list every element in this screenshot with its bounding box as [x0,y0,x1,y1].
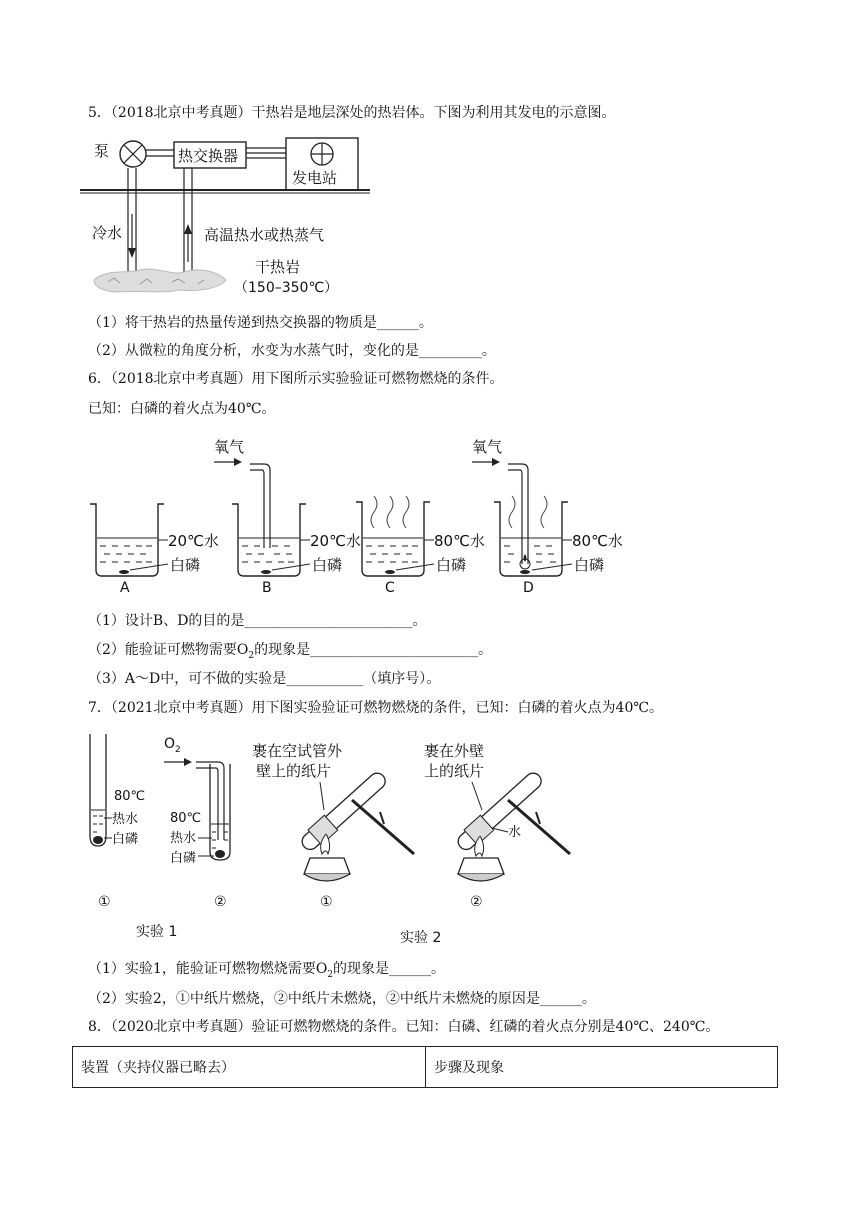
label-a: A [120,580,130,596]
q6-diagram [84,436,624,602]
exp2-apparatus-2 [424,742,570,910]
q5-sub1: （1）将干热岩的热量传递到热交换器的物质是______。 [88,315,433,331]
test-tube-2 [164,736,230,910]
q5-sub2: （2）从微粒的角度分析，水变为水蒸气时，变化的是_________。 [88,343,496,359]
hot-dry-rock-shape [94,269,226,292]
paper-empty-label-2: 壁上的纸片 [256,762,332,780]
tube2-water-label: 热水 [170,831,197,846]
paper-empty-label-1: 裹在空试管外 [252,742,343,760]
flame-icon [524,554,527,562]
beaker-d-oxygen-label: 氧气 [472,438,503,456]
alcohol-lamp-icon [458,874,504,881]
q6-sub2: （2）能验证可燃物需要$O_2$的现象是________________________。 [88,642,493,661]
beaker-b-phosphorus-label: 白磷 [312,556,343,574]
hot-water-label: 高温热水或热蒸气 [204,226,325,244]
exchanger-label: 热交换器 [178,147,239,165]
q8-title: 8．（2020北京中考真题）验证可燃物燃烧的条件。已知：白磷、红磷的着火点分别是40℃、240℃。 [88,1019,720,1035]
q7-sub1: （1）实验1，能验证可燃物燃烧需要$O_2$的现象是______。 [88,961,446,980]
station-label: 发电站 [292,169,338,187]
exp2-number-1: ① [320,894,333,910]
tube1-number: ① [98,894,111,910]
q6-sub3: （3）A～D中，可不做的实验是___________（填序号）。 [88,671,441,687]
test-tube-1 [90,734,145,910]
tube2-phosphorus-label: 白磷 [170,851,197,866]
table-header-steps: 步骤及现象 [426,1047,778,1088]
rock-label: 干热岩 [255,258,301,276]
up-arrow-icon [184,224,192,234]
tube1-water-label: 热水 [112,812,139,827]
beaker-d-water-label: 80℃水 [572,532,623,550]
beaker-b-water-label: 20℃水 [310,532,361,550]
tube2-temp-label: 80℃ [170,811,202,826]
q7-sub2: （2）实验2，①中纸片燃烧，②中纸片未燃烧，②中纸片未燃烧的原因是______。 [88,991,596,1007]
q8-table [72,1046,778,1088]
label-d: D [523,580,534,596]
q5-title: 5．（2018北京中考真题）干热岩是地层深处的热岩体。下图为利用其发电的示意图。 [88,105,616,121]
exp2-apparatus-1 [252,742,414,910]
beaker-a-water-label: 20℃水 [168,532,219,550]
tube2-number: ② [214,894,227,910]
beaker-c [356,496,485,596]
q6-known: 已知：白磷的着火点为40℃。 [88,401,276,417]
q7-diagram [84,728,604,950]
beaker-b-oxygen-label: 氧气 [214,438,245,456]
paper-wall-label-2: 上的纸片 [424,762,485,780]
beaker-b [214,438,361,596]
rock-temp-label: （150–350℃） [234,280,339,296]
beaker-d [472,438,623,596]
pump-label: 泵 [94,142,110,160]
label-b: B [262,580,272,596]
alcohol-lamp-icon [304,874,350,881]
o2-label: $O_2$ [164,736,181,755]
cold-water-label: 冷水 [92,224,123,242]
q5-diagram [80,134,380,300]
beaker-a [90,504,219,596]
beaker-d-phosphorus-label: 白磷 [574,556,605,574]
down-arrow-icon [128,248,136,258]
exp1-label: 实验 1 [136,924,178,940]
oxygen-arrow-icon [234,458,242,466]
exp2-number-2: ② [470,894,483,910]
q7-title: 7．（2021北京中考真题）用下图实验验证可燃物燃烧的条件，已知：白磷的着火点为40℃。 [88,700,664,716]
q6-sub1: （1）设计B、D的目的是________________________。 [88,613,427,629]
beaker-c-water-label: 80℃水 [434,532,485,550]
paper-wall-label-1: 裹在外壁 [424,742,485,760]
table-header-apparatus: 装置（夹持仪器已略去） [73,1047,426,1088]
label-c: C [385,580,395,596]
q6-title: 6．（2018北京中考真题）用下图所示实验验证可燃物燃烧的条件。 [88,371,504,387]
beaker-c-phosphorus-label: 白磷 [436,556,467,574]
o2-arrow-icon [184,758,192,766]
exp2-label: 实验 2 [400,930,442,946]
oxygen-arrow-icon [492,458,500,466]
beaker-a-phosphorus-label: 白磷 [170,556,201,574]
table-row [73,1047,778,1088]
tube1-temp-label: 80℃ [114,789,146,804]
water-label: 水 [508,825,522,840]
tube1-phosphorus-label: 白磷 [112,832,139,847]
steam-icon [371,496,409,528]
